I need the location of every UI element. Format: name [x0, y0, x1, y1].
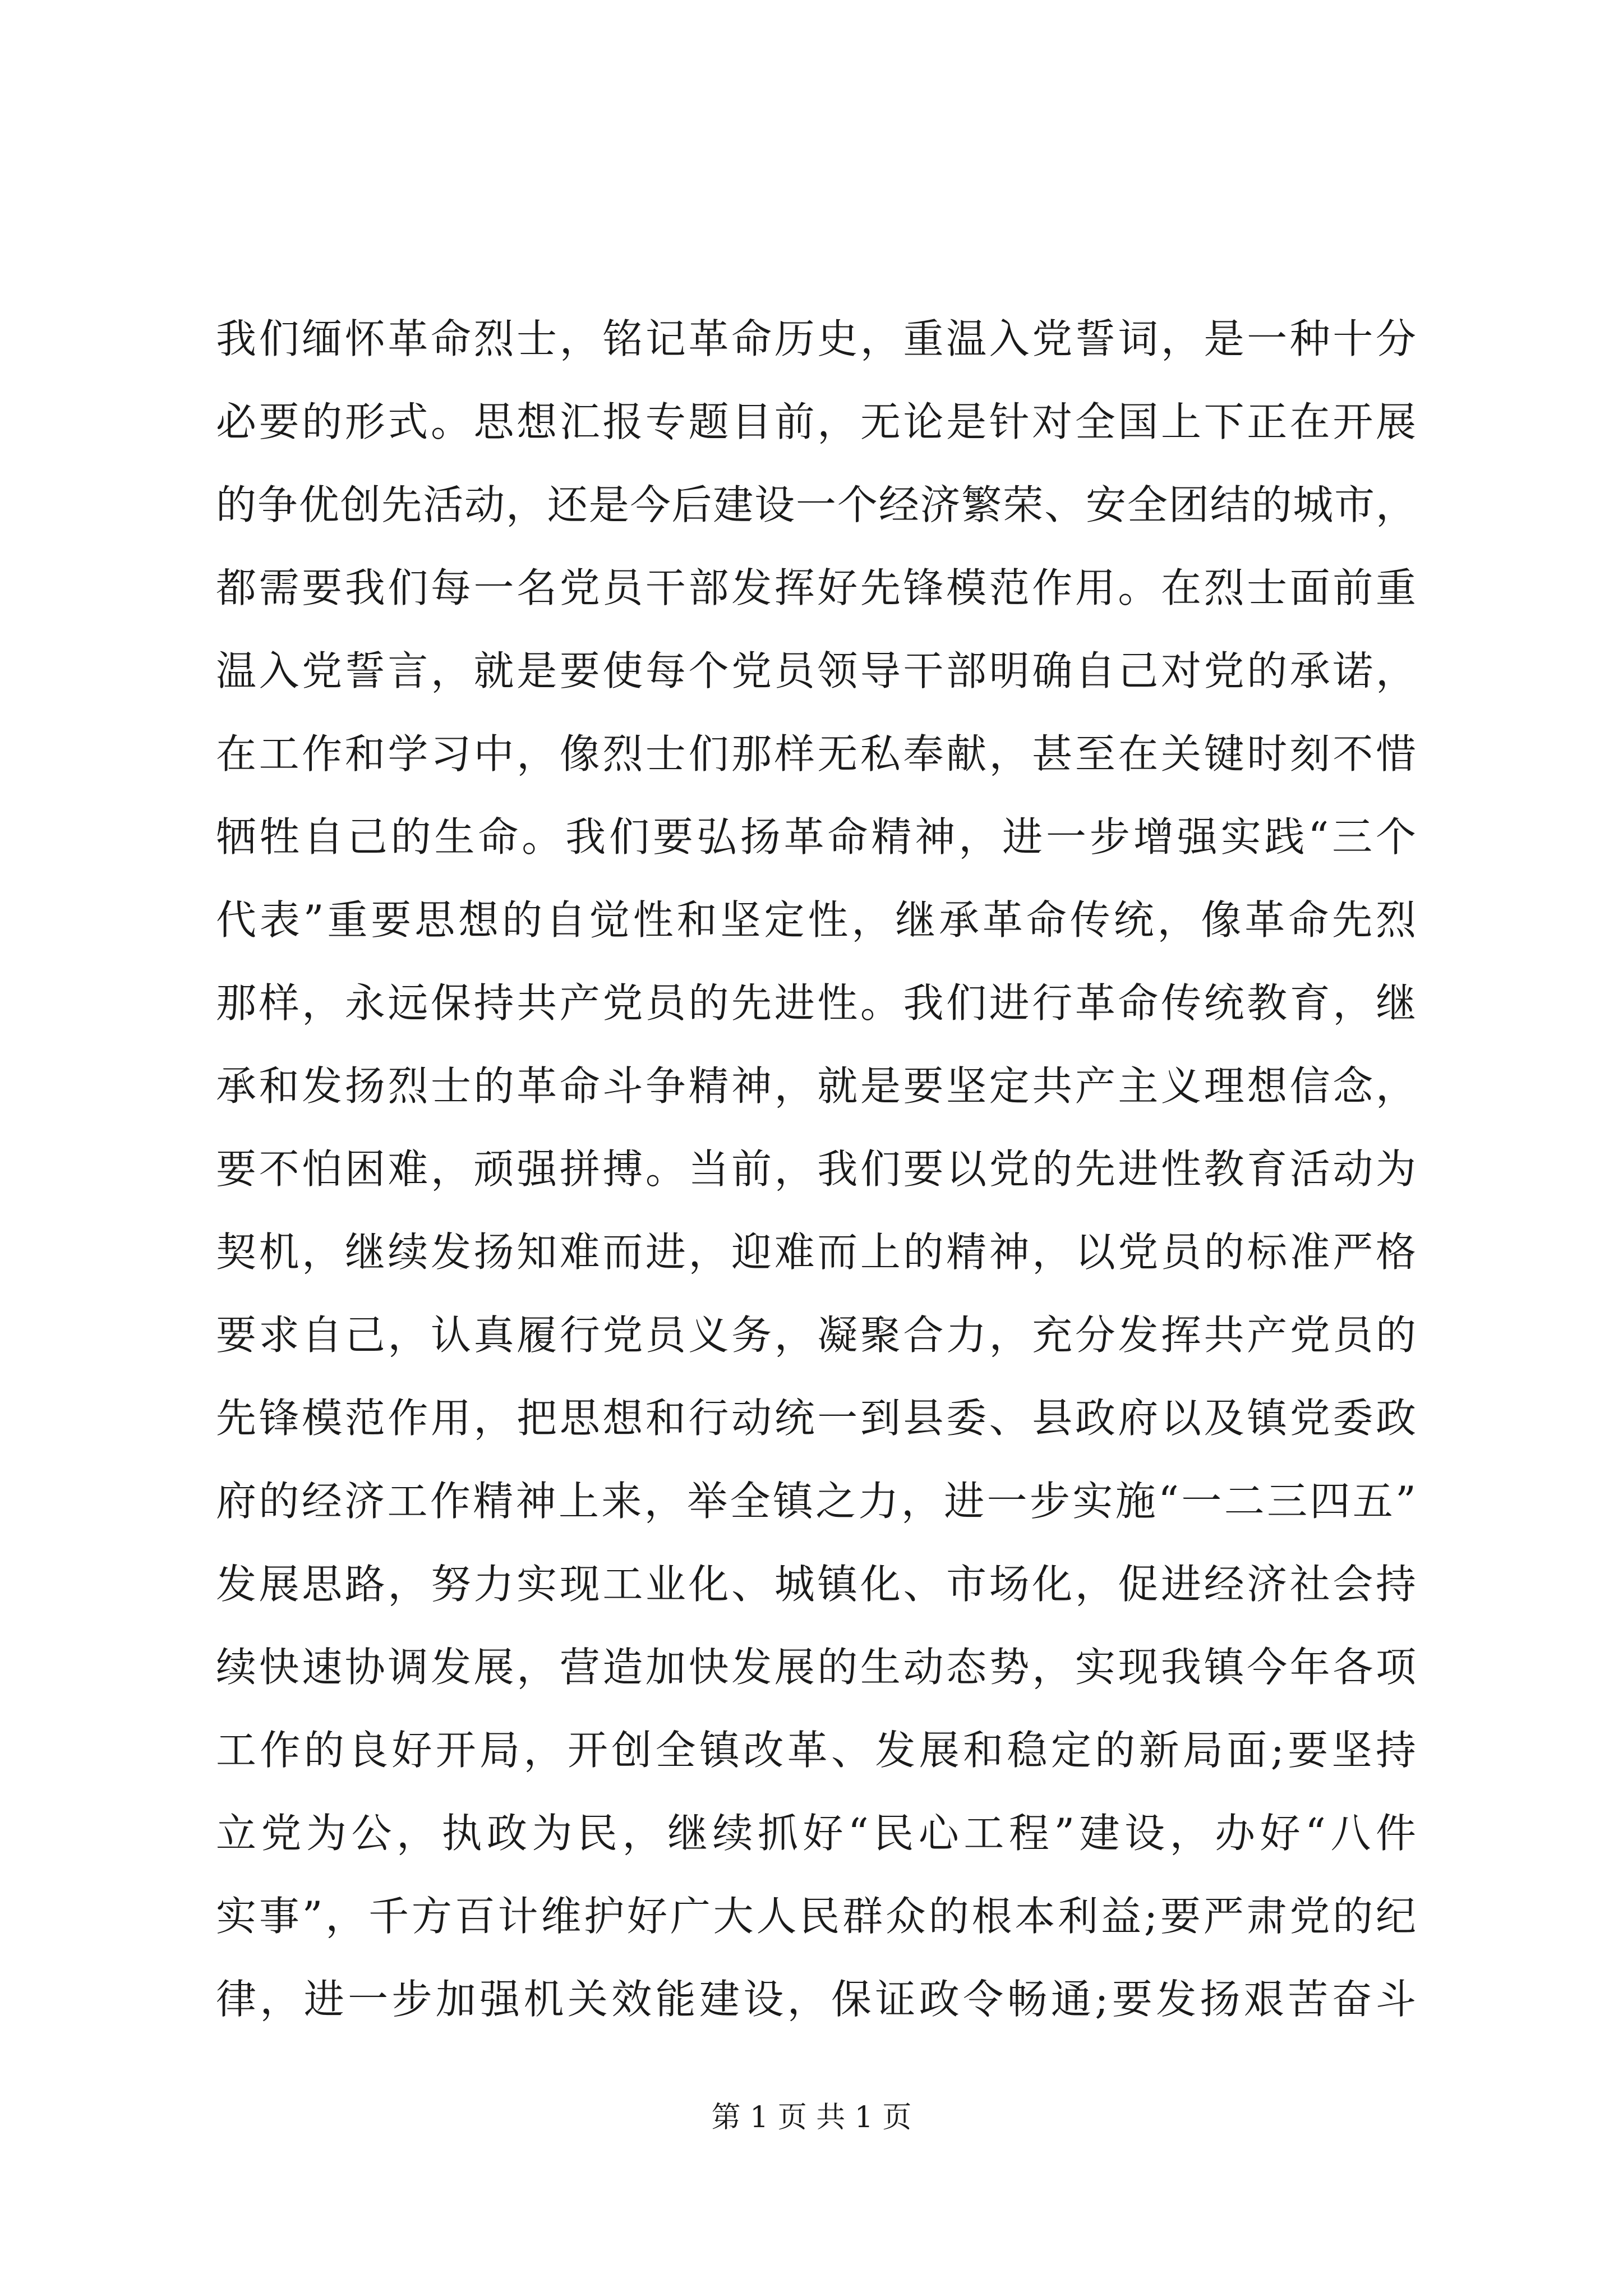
text-line: 温入党誓言，就是要使每个党员领导干部明确自己对党的承诺， [216, 647, 1416, 694]
text-line: 代表”重要思想的自觉性和坚定性，继承革命传统，像革命先烈 [216, 896, 1416, 944]
text-line: 的争优创先活动，还是今后建设一个经济繁荣、安全团结的城市， [216, 481, 1416, 528]
text-line: 实事”，千方百计维护好广大人民群众的根本利益;要严肃党的纪 [216, 1893, 1416, 1940]
text-line: 要不怕困难，顽强拼搏。当前，我们要以党的先进性教育活动为 [216, 1145, 1416, 1193]
text-line: 发展思路，努力实现工业化、城镇化、市场化，促进经济社会持 [216, 1561, 1416, 1608]
page-footer [0, 2098, 1623, 2137]
text-line: 要求自己，认真履行党员义务，凝聚合力，充分发挥共产党员的 [216, 1312, 1416, 1359]
text-line: 契机，继续发扬知难而进，迎难而上的精神，以党员的标准严格 [216, 1228, 1416, 1276]
page-number-label: 第 1 页 共 1 页 [711, 2101, 912, 2134]
text-line: 我们缅怀革命烈士，铭记革命历史，重温入党誓词，是一种十分 [216, 315, 1416, 362]
body-paragraph [216, 297, 1416, 2041]
text-line: 牺牲自己的生命。我们要弘扬革命精神，进一步增强实践“三个 [216, 813, 1416, 861]
text-line: 必要的形式。思想汇报专题目前，无论是针对全国上下正在开展 [216, 398, 1416, 445]
text-line: 律，进一步加强机关效能建设，保证政令畅通;要发扬艰苦奋斗 [216, 1976, 1416, 2023]
text-line: 那样，永远保持共产党员的先进性。我们进行革命传统教育，继 [216, 979, 1416, 1027]
text-line: 先锋模范作用，把思想和行动统一到县委、县政府以及镇党委政 [216, 1395, 1416, 1442]
text-line: 府的经济工作精神上来，举全镇之力，进一步实施“一二三四五” [216, 1478, 1416, 1525]
text-line: 承和发扬烈士的革命斗争精神，就是要坚定共产主义理想信念， [216, 1062, 1416, 1110]
text-line: 工作的良好开局，开创全镇改革、发展和稳定的新局面;要坚持 [216, 1727, 1416, 1774]
text-line: 续快速协调发展，营造加快发展的生动态势，实现我镇今年各项 [216, 1644, 1416, 1691]
text-line: 在工作和学习中，像烈士们那样无私奉献，甚至在关键时刻不惜 [216, 730, 1416, 777]
text-line: 都需要我们每一名党员干部发挥好先锋模范作用。在烈士面前重 [216, 564, 1416, 611]
text-line: 立党为公，执政为民，继续抓好“民心工程”建设，办好“八件 [216, 1810, 1416, 1857]
